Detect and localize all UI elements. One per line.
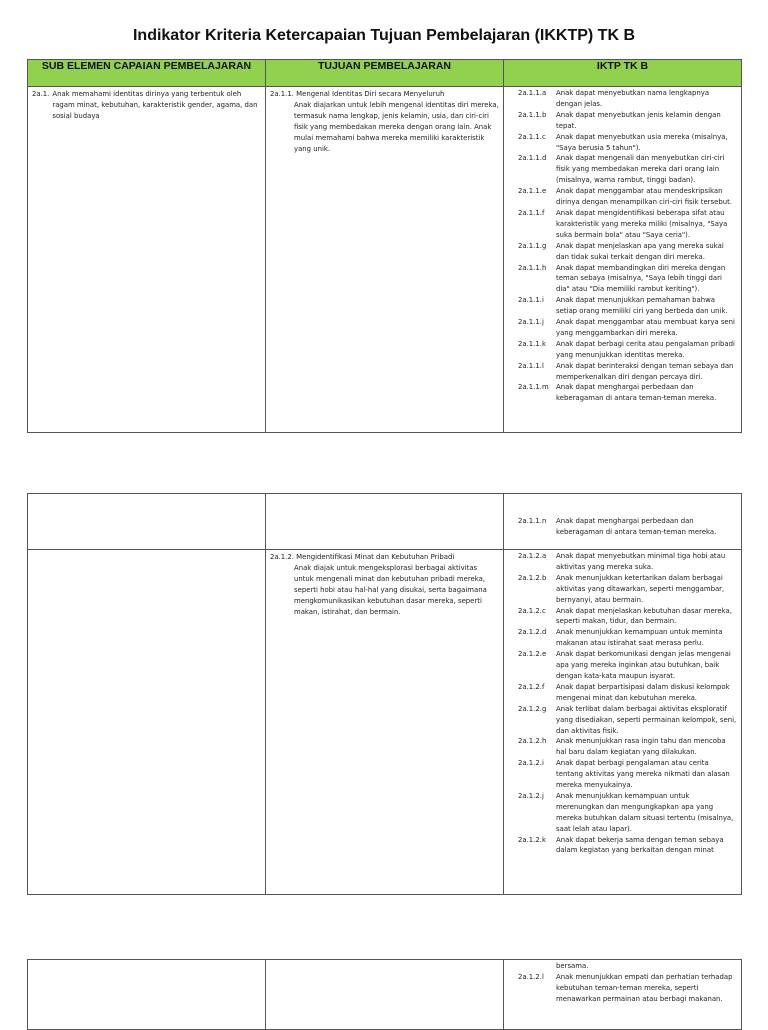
indicator-code: 2a.1.1.g (518, 241, 547, 250)
sub-element-cell (28, 87, 266, 433)
indicator-text: Anak dapat bekerja sama dengan teman sebaya dalam kegiatan yang berkaitan dengan minat (556, 835, 724, 855)
indicator-cell (504, 494, 742, 550)
indicator-text: Anak dapat menghargai perbedaan dan keberagaman di antara teman-teman mereka. (556, 383, 717, 403)
ikktp-table-page-3 (27, 959, 742, 1030)
indicator-item (504, 295, 741, 317)
indicator-item (504, 961, 741, 972)
indicator-text: Anak dapat berpartisipasi dalam diskusi kelompok mengenai minat dan kebutuhan mereka. (556, 682, 730, 702)
header-iktp: IKTP TK B (504, 60, 742, 87)
indicator-text: Anak menunjukkan empati dan perhatian terhadap kebutuhan teman-teman mereka, seperti menawarkan permainan atau berbagi makanan. (556, 972, 733, 1003)
sub-element (28, 87, 265, 123)
indicator-code: 2a.1.2.e (518, 650, 547, 659)
indicator-text: Anak dapat berbagi pengalaman atau cerita tentang aktivitas yang mereka nikmati dan alasan mereka menyukainya. (556, 759, 730, 790)
indicator-text: Anak dapat berkomunikasi dengan jelas mengenai apa yang mereka inginkan atau butuhkan, baik dengan kata-kata maupun isyarat. (556, 650, 731, 680)
tp-cell (266, 494, 504, 550)
indicator-text: Anak dapat menjelaskan apa yang mereka sukai dan tidak sukai terkait dengan diri mereka. (556, 241, 724, 261)
indicator-item (504, 682, 741, 704)
table-row (28, 87, 742, 433)
indicator-text: Anak dapat menjelaskan kebutuhan dasar mereka, seperti makan, tidur, dan bermain. (556, 606, 732, 626)
indicator-code: 2a.1.2.h (518, 737, 547, 746)
indicator-item (504, 972, 741, 1005)
document-title: Indikator Kriteria Ketercapaian Tujuan Pembelajaran (IKKTP) TK B (132, 27, 636, 44)
indicator-item (504, 263, 741, 296)
header-sub-elemen: SUB ELEMEN CAPAIAN PEMBELAJARAN (28, 60, 266, 87)
indicator-text: Anak menunjukkan ketertarikan dalam berbagai aktivitas yang ditawarkan, seperti menggambar, bernyanyi, atau bermain. (556, 573, 725, 604)
table-row (28, 494, 742, 550)
tp-code: 2a.1.1. (270, 90, 294, 98)
table-row (28, 550, 742, 895)
sub-element-cell (28, 494, 266, 550)
tp-cell (266, 550, 504, 895)
tp-title: Mengidentifikasi Minat dan Kebutuhan Pribadi (296, 553, 455, 561)
table-header-row (28, 60, 742, 87)
indicator-item (504, 382, 741, 404)
ikktp-table-page-2 (27, 493, 742, 895)
indicator-item (504, 132, 741, 154)
tp-block (266, 87, 503, 155)
indicator-text: Anak dapat menyebutkan nama lengkapnya dengan jelas. (556, 89, 710, 108)
indicator-code: 2a.1.2.j (518, 791, 544, 800)
indicator-code: 2a.1.1.h (518, 263, 547, 272)
indicator-text: Anak menunjukkan rasa ingin tahu dan mencoba hal baru dalam kegiatan yang dilakukan. (556, 737, 726, 757)
indicator-text: Anak dapat menghargai perbedaan dan keberagaman di antara teman-teman mereka. (556, 517, 717, 536)
indicator-list (504, 87, 741, 404)
indicator-item (504, 110, 741, 132)
indicator-code: 2a.1.2.i (518, 759, 544, 768)
indicator-code: 2a.1.2.l (518, 972, 544, 981)
tp-description: Anak diajak untuk mengeksplorasi berbagai aktivitas untuk mengenali minat dan kebutuhan pribadi mereka, seperti hobi atau hal-hal yang disukai, serta bagaimana mengkomunikasikan kebutuhan dasar mereka, seperti makan, istirahat, dan bermain. (294, 563, 487, 616)
indicator-text: Anak menunjukkan kemampuan untuk meminta makanan atau istirahat saat merasa perlu. (556, 628, 723, 648)
indicator-item (504, 208, 741, 241)
indicator-item (504, 606, 741, 628)
indicator-item (504, 627, 741, 649)
sub-element-text: Anak memahami identitas dirinya yang terbentuk oleh ragam minat, kebutuhan, karakteristik gender, agama, dan sosial budaya (52, 90, 258, 120)
indicator-code: 2a.1.1.k (518, 339, 546, 348)
indicator-list (504, 494, 741, 538)
indicator-text: Anak dapat menyebutkan jenis kelamin dengan tepat. (556, 110, 721, 130)
indicator-text: Anak dapat membandingkan diri mereka dengan teman sebaya (misalnya, "Saya lebih tinggi dari dia" atau "Dia memiliki rambut keriting"). (556, 263, 726, 294)
indicator-item (504, 186, 741, 208)
indicator-code: 2a.1.2.a (518, 552, 547, 560)
indicator-item (504, 736, 741, 758)
indicator-item (504, 791, 741, 835)
indicator-text: Anak dapat menunjukkan pemahaman bahwa setiap orang memiliki ciri yang berbeda dan unik. (556, 296, 728, 316)
indicator-cell (504, 87, 742, 433)
indicator-code: 2a.1.1.m (518, 383, 549, 392)
indicator-code: 2a.1.2.g (518, 704, 547, 713)
header-tujuan-pembelajaran: TUJUAN PEMBELAJARAN (266, 60, 504, 87)
indicator-code: 2a.1.1.c (518, 132, 546, 141)
tp-block (266, 550, 503, 618)
indicator-text: Anak terlibat dalam berbagai aktivitas eksploratif yang disediakan, seperti permainan kelompok, seni, dan aktivitas fisik. (556, 704, 737, 735)
indicator-code: 2a.1.2.b (518, 573, 547, 582)
indicator-code: 2a.1.1.d (518, 154, 547, 163)
indicator-code: 2a.1.1.f (518, 208, 545, 217)
indicator-code: 2a.1.1.n (518, 517, 547, 525)
indicator-text: Anak menunjukkan kemampuan untuk merenungkan dan mengungkapkan apa yang mereka butuhkan dalam situasi tertentu (misalnya, saat lelah atau lapar). (556, 791, 734, 833)
tp-cell (266, 87, 504, 433)
indicator-item (504, 339, 741, 361)
indicator-code: 2a.1.1.e (518, 187, 547, 196)
table-row (28, 960, 742, 1030)
indicator-item (504, 649, 741, 682)
indicator-code: 2a.1.1.b (518, 110, 547, 119)
indicator-text: Anak dapat berbagi cerita atau pengalaman pribadi yang menunjukkan identitas mereka. (556, 339, 735, 359)
indicator-list (504, 550, 741, 856)
indicator-item (504, 153, 741, 186)
indicator-list (504, 960, 741, 1005)
indicator-cell (504, 550, 742, 895)
indicator-code: 2a.1.1.j (518, 318, 544, 327)
indicator-item (504, 241, 741, 263)
sub-element-code: 2a.1. (32, 90, 50, 98)
indicator-code: 2a.1.1.a (518, 89, 547, 97)
indicator-text: Anak dapat menyebutkan minimal tiga hobi atau aktivitas yang mereka suka. (556, 552, 726, 571)
indicator-item (504, 88, 741, 110)
indicator-text: bersama. (556, 962, 589, 970)
indicator-code: 2a.1.1.i (518, 296, 544, 305)
indicator-item (504, 551, 741, 573)
sub-element-cell (28, 550, 266, 895)
tp-code: 2a.1.2. (270, 553, 294, 561)
indicator-code: 2a.1.1.l (518, 361, 544, 370)
indicator-item (504, 516, 741, 538)
indicator-code: 2a.1.2.d (518, 628, 547, 637)
indicator-item (504, 835, 741, 857)
tp-description: Anak diajarkan untuk lebih mengenal identitas diri mereka, termasuk nama lengkap, jenis kelamin, usia, dan ciri-ciri fisik yang membedakan mereka dengan orang lain. Anak mulai memahami bahwa mereka memiliki karakteristik yang unik. (294, 100, 499, 153)
indicator-item (504, 317, 741, 339)
indicator-item (504, 758, 741, 791)
indicator-text: Anak dapat menggambar atau membuat karya seni yang menggambarkan diri mereka. (556, 318, 735, 337)
sub-element-cell (28, 960, 266, 1030)
indicator-item (504, 361, 741, 383)
indicator-text: Anak dapat menggambar atau mendeskripsikan dirinya dengan menampilkan ciri-ciri fisik tersebut. (556, 187, 732, 207)
indicator-item (504, 704, 741, 737)
indicator-text: Anak dapat menyebutkan usia mereka (misalnya, "Saya berusia 5 tahun"). (556, 132, 728, 152)
indicator-code: 2a.1.2.f (518, 682, 545, 691)
indicator-text: Anak dapat mengenali dan menyebutkan ciri-ciri fisik yang membedakan mereka dari orang lain (misalnya, warna rambut, tinggi badan). (556, 154, 725, 185)
tp-title: Mengenal Identitas Diri secara Menyeluruh (296, 90, 445, 98)
indicator-cell (504, 960, 742, 1030)
indicator-item (504, 573, 741, 606)
ikktp-table-page-1 (27, 59, 742, 433)
tp-cell (266, 960, 504, 1030)
indicator-text: Anak dapat berinteraksi dengan teman sebaya dan memperkenalkan diri dengan percaya diri. (556, 361, 734, 381)
indicator-text: Anak dapat mengidentifikasi beberapa sifat atau karakteristik yang mereka miliki (misalnya, "Saya suka bermain bola" atau "Saya ceria"). (556, 208, 728, 239)
indicator-code: 2a.1.2.k (518, 835, 546, 844)
indicator-code: 2a.1.2.c (518, 606, 546, 615)
indicator-code (504, 961, 554, 972)
